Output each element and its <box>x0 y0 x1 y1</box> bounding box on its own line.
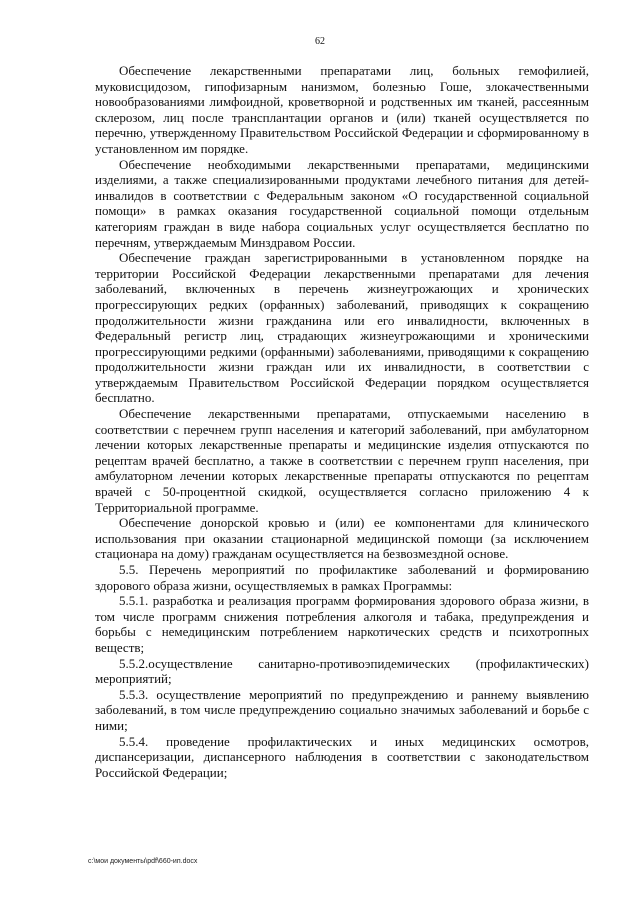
paragraph-outpatient-prescriptions: Обеспечение лекарственными препаратами, отпускаемыми населению в соответствии с перечнем групп населения и категорий заболеваний, при амбулаторном лечении которых лекарственные препараты и медицинские изделия отпускаются по рецептам врачей бесплатно, а также в соответствии с перечнем групп населения, при амбулаторном лечении которых лекарственные препараты отпускаются по рецептам врачей с 50-процентной скидкой, осуществляется согласно приложению 4 к Территориальной программе. <box>95 406 589 515</box>
item-5-5-2: 5.5.2.осуществление санитарно-противоэпидемических (профилактических) мероприятий; <box>95 655 589 687</box>
paragraph-orphan-diseases: Обеспечение граждан зарегистрированными в установленном порядке на территории Российской Федерации лекарственными препаратами для лечения заболеваний, включенных в перечень жизнеугрожающих и хронических прогрессирующих редких (орфанных) заболеваний, приводящих к сокращению продолжительности жизни гражданина или его инвалидности, включенных в Федеральный регистр лиц, страдающих жизнеугрожающими и хроническими прогрессирующими редкими (орфанными) заболеваниями, приводящими к сокращению продолжительности жизни граждан или их инвалидности, в соответствии с утверждаемым Правительством Российской Федерации порядком осуществляется бесплатно. <box>95 250 589 406</box>
paragraph-disabled-children-supply: Обеспечение необходимыми лекарственными препаратами, медицинскими изделиями, а также специализированными продуктами лечебного питания для детей-инвалидов в соответствии с Федеральным законом «О государственной социальной помощи» в рамках оказания государственной социальной помощи отдельным категориям граждан в виде набора социальных услуг осуществляется бесплатно по перечням, утверждаемым Минздравом России. <box>95 156 589 250</box>
item-5-5-4: 5.5.4. проведение профилактических и иных медицинских осмотров, диспансеризации, диспансерного наблюдения в соответствии с законодательством Российской Федерации; <box>95 733 589 780</box>
paragraph-hemophilia-drugs: Обеспечение лекарственными препаратами лиц, больных гемофилией, муковисцидозом, гипофизарным нанизмом, болезнью Гоше, злокачественными новообразованиями лимфоидной, кроветворной и родственных им тканей, рассеянным склерозом, лиц после трансплантации органов и (или) тканей осуществляется по перечню, утвержденному Правительством Российской Федерации и сформированному в установленном им порядке. <box>95 63 589 156</box>
footer-file-path: c:\мои документы\pdf\660-ип.docx <box>88 858 198 865</box>
paragraph-donor-blood: Обеспечение донорской кровью и (или) ее компонентами для клинического использования при оказании стационарной медицинской помощи (за исключением стационара на дому) гражданам осуществляется на безвозмездной основе. <box>95 515 589 562</box>
item-5-5-1: 5.5.1. разработка и реализация программ формирования здорового образа жизни, в том числе программ снижения потребления алкоголя и табака, предупреждения и борьбы с немедицинским потреблением наркотических средств и психотропных веществ; <box>95 593 589 655</box>
item-5-5-3: 5.5.3. осуществление мероприятий по предупреждению и раннему выявлению заболеваний, в том числе предупреждению социально значимых заболеваний и борьбе с ними; <box>95 686 589 733</box>
section-5-5-heading: 5.5. Перечень мероприятий по профилактике заболеваний и формированию здорового образа жизни, осуществляемых в рамках Программы: <box>95 562 589 593</box>
page-number: 62 <box>315 36 325 47</box>
document-body <box>95 63 589 780</box>
